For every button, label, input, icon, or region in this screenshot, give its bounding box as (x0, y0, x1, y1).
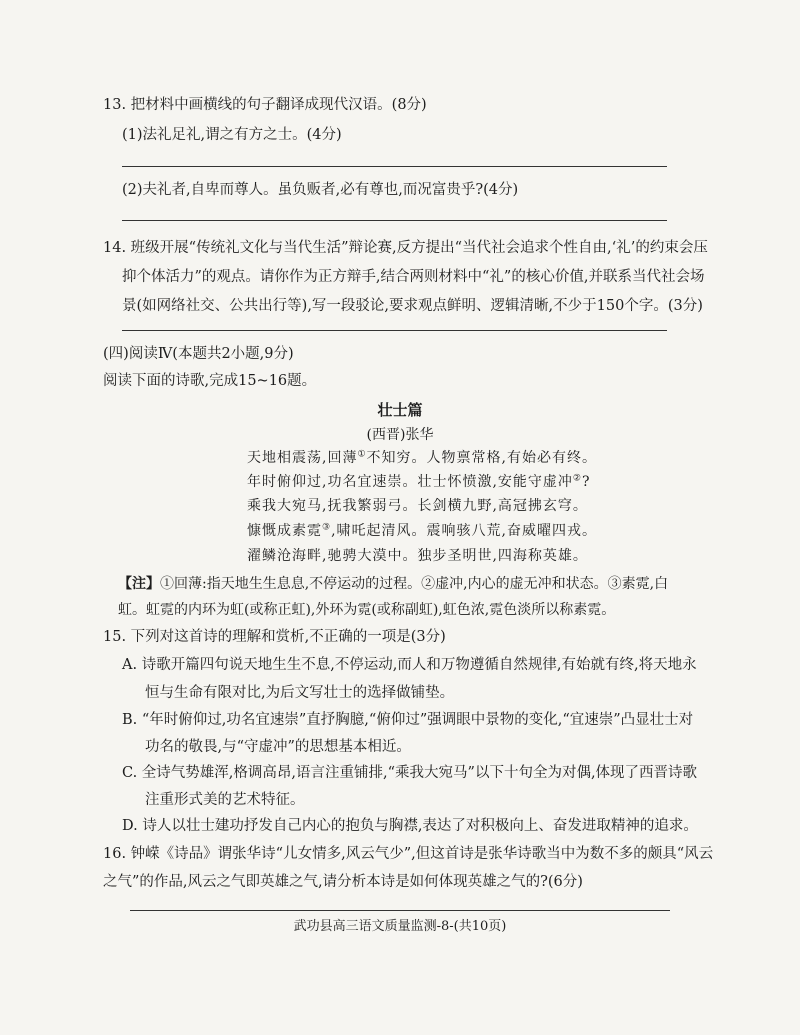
poem-line-5: 濯鳞沧海畔,驰骋大漠中。独步圣明世,四海称英雄。 (247, 548, 588, 564)
q15-title: 15. 下列对这首诗的理解和赏析,不正确的一项是(3分) (103, 629, 446, 645)
poem-line-2: 年时俯仰过,功名宜速崇。壮士怀愤激,安能守虚冲②? (247, 473, 591, 490)
notes-label: 【注】 (118, 576, 160, 592)
section-heading: (四)阅读Ⅳ(本题共2小题,9分) (103, 346, 294, 362)
answer-line (122, 330, 667, 331)
footnote-marker: ② (572, 473, 582, 484)
q15-option-c-line1: C. 全诗气势雄浑,格调高昂,语言注重铺排,“乘我大宛马”以下十句全为对偶,体现了西晋诗歌 (122, 765, 698, 781)
footnote-marker: ③ (322, 522, 332, 533)
notes-line-2: 虹。虹霓的内环为虹(或称正虹),外环为霓(或称副虹),虹色浓,霓色淡所以称素霓。 (118, 602, 616, 618)
poem-title: 壮士篇 (377, 401, 423, 419)
q15-option-a-line1: A. 诗歌开篇四句说天地生生不息,不停运动,而人和万物遵循自然规律,有始就有终,将天地永 (122, 657, 697, 673)
q13-title: 13. 把材料中画横线的句子翻译成现代汉语。(8分) (103, 97, 427, 113)
footer-rule (130, 910, 670, 911)
page-footer: 武功县高三语文质量监测-8-(共10页) (293, 919, 507, 934)
footnote-marker: ① (357, 449, 367, 460)
q15-option-c-line2: 注重形式美的艺术特征。 (145, 792, 305, 808)
notes-line-1: 【注】①回薄:指天地生生息息,不停运动的过程。②虚冲,内心的虚无冲和状态。③素霓,白 (118, 576, 669, 592)
q16-line2: 之气”的作品,风云之气即英雄之气,请分析本诗是如何体现英雄之气的?(6分) (103, 874, 583, 890)
q14-line2: 抑个体活力”的观点。请你作为正方辩手,结合两则材料中“礼”的核心价值,并联系当代社会场 (122, 269, 705, 285)
q13-part1: (1)法礼足礼,谓之有方之士。(4分) (122, 127, 342, 143)
q13-part2: (2)夫礼者,自卑而尊人。虽负贩者,必有尊也,而况富贵乎?(4分) (122, 182, 519, 198)
q15-option-d: D. 诗人以壮士建功抒发自己内心的抱负与胸襟,表达了对积极向上、奋发进取精神的追求。 (122, 818, 698, 834)
poem-author: (西晋)张华 (366, 427, 434, 443)
q15-option-a-line2: 恒与生命有限对比,为后文写壮士的选择做铺垫。 (145, 685, 455, 701)
q16-line1: 16. 钟嵘《诗品》谓张华诗“儿女情多,风云气少”,但这首诗是张华诗歌当中为数不多的颇具“风云 (103, 846, 714, 862)
poem-line-4: 慷慨成素霓③,啸吒起清风。震响骇八荒,奋威曜四戎。 (247, 522, 597, 539)
poem-line-1: 天地相震荡,回薄①不知穷。人物禀常格,有始必有终。 (247, 449, 597, 466)
poem-line-3: 乘我大宛马,抚我繁弱弓。长剑横九野,高冠拂玄穹。 (247, 498, 588, 514)
q15-option-b-line1: B. “年时俯仰过,功名宜速崇”直抒胸臆,“俯仰过”强调眼中景物的变化,“宜速崇”凸显壮士对 (122, 712, 694, 728)
answer-line (122, 220, 667, 221)
q15-option-b-line2: 功名的敬畏,与“守虚冲”的思想基本相近。 (145, 739, 411, 755)
answer-line (122, 166, 667, 167)
q14-line1: 14. 班级开展“传统礼文化与当代生活”辩论赛,反方提出“当代社会追求个性自由,‘礼’的约束会压 (103, 240, 708, 256)
section-instruction: 阅读下面的诗歌,完成15~16题。 (103, 373, 317, 389)
q14-line3: 景(如网络社交、公共出行等),写一段驳论,要求观点鲜明、逻辑清晰,不少于150个字。(3分) (122, 298, 703, 314)
